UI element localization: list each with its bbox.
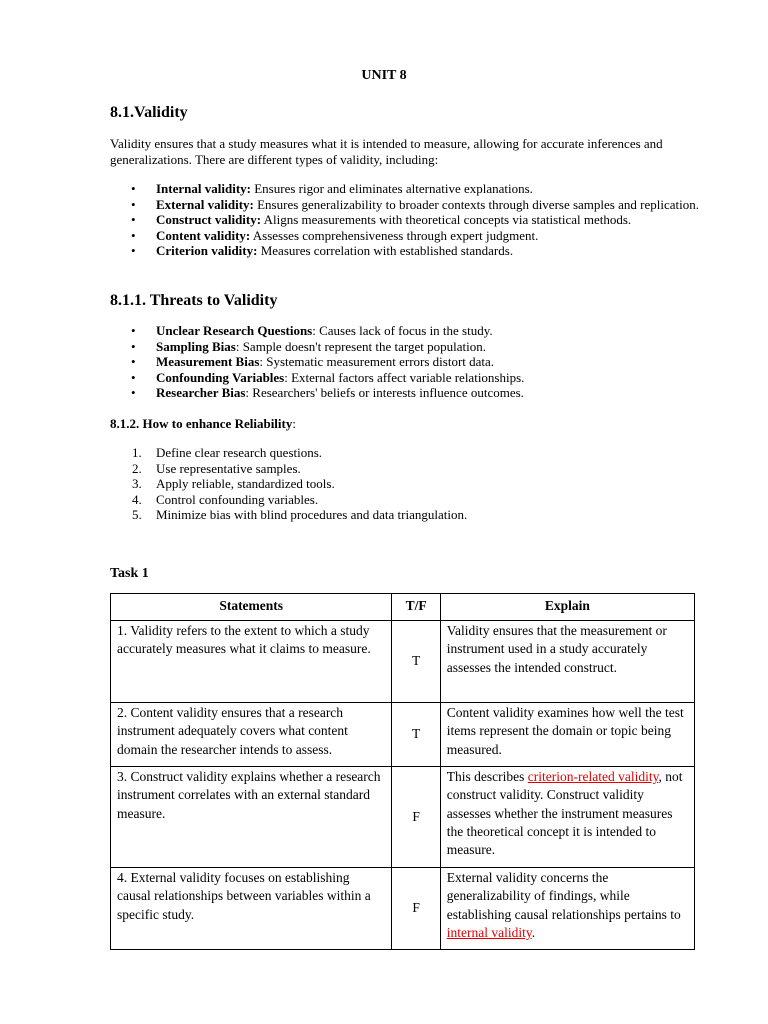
explain-cell: Validity ensures that the measurement or instrument used in a study accurately assesses the intended construct. [440,621,694,703]
list-item: 2. Use representative samples. [132,460,301,476]
reliability-heading: 8.1.2. How to enhance Reliability: [110,416,296,431]
statement-cell: 1. Validity refers to the extent to which a study accurately measures what it claims to measure. [111,621,392,703]
table-row [111,868,695,950]
statements-header: Statements [111,594,392,621]
table-row [111,621,695,703]
list-item: • Criterion validity: Measures correlation with established standards. [131,243,514,258]
bullet-icon: • [131,212,136,227]
unit-title: UNIT 8 [361,68,407,83]
explain-cell: External validity concerns the generalizability of findings, while establishing causal relationships pertains to internal validity. [440,868,694,950]
bullet-icon: • [131,227,136,243]
bullet-icon: • [131,354,136,369]
list-item: • Confounding Variables: External factors affect variable relationships. [131,369,525,385]
threats-list [110,323,700,401]
internal-validity-link[interactable]: internal validity [446,924,532,940]
bullet-icon: • [131,369,136,385]
bullet-icon: • [131,385,136,400]
bullet-icon: • [131,323,136,338]
explain-cell: Content validity examines how well the test items represent the domain or topic being measured. [440,703,694,767]
statement-cell: 2. Content validity ensures that a research instrument adequately covers what content domain the researcher intends to assess. [111,703,392,767]
table-header-row [111,594,695,621]
task-table [110,593,695,950]
list-item: • Sampling Bias: Sample doesn't represent the target population. [131,338,486,354]
list-item: • External validity: Ensures generalizability to broader contexts through diverse samples and replication. [131,196,699,212]
task-title: Task 1 [110,566,149,581]
tf-cell: T [392,703,440,767]
tf-header: T/F [392,594,440,621]
bullet-icon: • [131,181,136,196]
list-item: 5. Minimize bias with blind procedures and data triangulation. [132,507,468,522]
bullet-icon: • [131,243,136,258]
tf-cell: T [392,621,440,703]
statement-cell: 3. Construct validity explains whether a research instrument correlates with an external standard measure. [111,767,392,868]
validity-types-list [110,181,700,259]
explain-cell: This describes criterion-related validity, not construct validity. Construct validity assesses whether the instrument measures the theoretical concept it is intended to measure. [440,767,694,868]
list-item: • Unclear Research Questions: Causes lack of focus in the study. [131,323,493,338]
table-row [111,703,695,767]
validity-intro: Validity ensures that a study measures what it is intended to measure, allowing for accurate inferences and generalizations. There are different types of validity, including: [110,136,663,167]
tf-cell: F [392,767,440,868]
reliability-steps-list [110,445,700,523]
list-item: 4. Control confounding variables. [132,491,319,507]
criterion-related-link[interactable]: criterion-related validity [527,769,659,784]
list-item: • Internal validity: Ensures rigor and eliminates alternative explanations. [131,181,533,196]
list-item: • Measurement Bias: Systematic measurement errors distort data. [131,354,495,369]
validity-heading: 8.1.Validity [110,104,188,121]
table-row [111,767,695,868]
statement-cell: 4. External validity focuses on establishing causal relationships between variables within a specific study. [111,868,392,950]
list-item: 3. Apply reliable, standardized tools. [132,476,335,491]
list-item: • Content validity: Assesses comprehensiveness through expert judgment. [131,227,539,243]
bullet-icon: • [131,338,136,354]
bullet-icon: • [131,196,136,212]
list-item: • Construct validity: Aligns measurements with theoretical concepts via statistical methods. [131,212,632,227]
list-item: 1. Define clear research questions. [132,445,323,460]
list-item: • Researcher Bias: Researchers' beliefs or interests influence outcomes. [131,385,524,400]
explain-header: Explain [440,594,694,621]
tf-cell: F [392,868,440,950]
threats-heading: 8.1.1. Threats to Validity [110,292,278,309]
